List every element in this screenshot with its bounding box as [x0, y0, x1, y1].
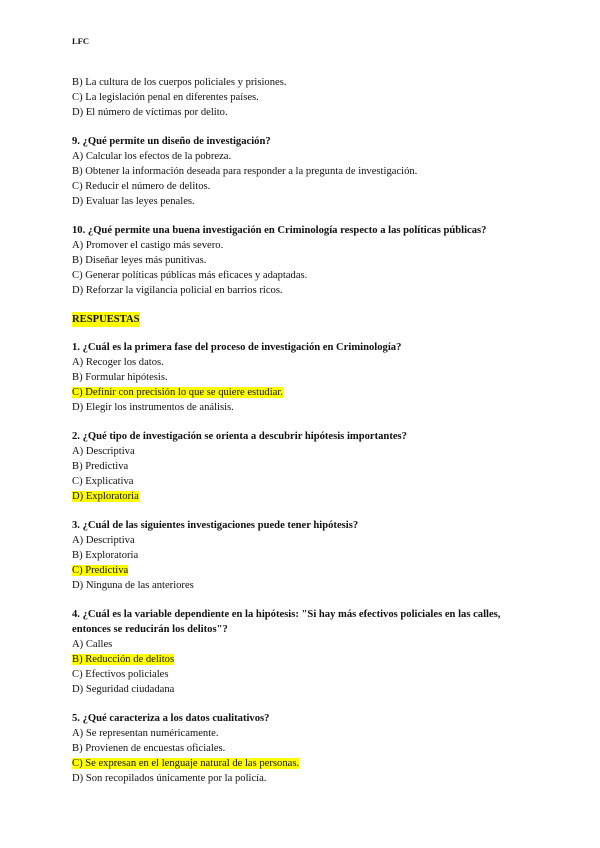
question-title: 1. ¿Cuál es la primera fase del proceso de investigación en Criminología? [72, 342, 402, 353]
correct-option: C) Definir con precisión lo que se quiere estudiar. [72, 387, 283, 398]
option-b: B) La cultura de los cuerpos policiales y prisiones. [72, 77, 287, 88]
option-a: A) Promover el castigo más severo. [72, 240, 224, 251]
answer-5 [72, 711, 542, 786]
option-b: B) Diseñar leyes más punitivas. [72, 255, 207, 266]
correct-option: C) Predictiva [72, 565, 129, 576]
option-c: C) Efectivos policiales [72, 669, 169, 680]
question-8-continued [72, 75, 542, 120]
question-title: 3. ¿Cuál de las siguientes investigaciones puede tener hipótesis? [72, 520, 359, 531]
option-b: B) Exploratoria [72, 550, 139, 561]
question-9 [72, 134, 542, 209]
question-title: 5. ¿Qué caracteriza a los datos cualitativos? [72, 713, 270, 724]
option-a: A) Recoger los datos. [72, 357, 164, 368]
answer-3 [72, 518, 542, 593]
option-d: D) Elegir los instrumentos de análisis. [72, 402, 234, 413]
option-a: A) Calcular los efectos de la pobreza. [72, 151, 232, 162]
question-title: 10. ¿Qué permite una buena investigación en Criminología respecto a las políticas públicas? [72, 225, 487, 236]
option-a: A) Se representan numéricamente. [72, 728, 219, 739]
answer-2 [72, 429, 542, 504]
option-c: C) Explicativa [72, 476, 134, 487]
document-page [72, 34, 542, 800]
option-c: C) Generar políticas públicas más eficaces y adaptadas. [72, 270, 308, 281]
option-d: D) El número de víctimas por delito. [72, 107, 228, 118]
question-title: 9. ¿Qué permite un diseño de investigación? [72, 136, 271, 147]
option-d: D) Reforzar la vigilancia policial en barrios ricos. [72, 285, 283, 296]
correct-option: C) Se expresan en el lenguaje natural de las personas. [72, 758, 300, 769]
answer-1 [72, 340, 542, 415]
option-c: C) Reducir el número de delitos. [72, 181, 211, 192]
option-a: A) Descriptiva [72, 446, 135, 457]
correct-option: B) Reducción de delitos [72, 654, 175, 665]
question-title-line-1: 4. ¿Cuál es la variable dependiente en la hipótesis: "Si hay más efectivos policiales en las calles, [72, 609, 501, 620]
option-d: D) Seguridad ciudadana [72, 684, 175, 695]
question-title-line-2: entonces se reducirán los delitos"? [72, 624, 228, 635]
respuestas-heading: RESPUESTAS [72, 314, 140, 325]
option-b: B) Provienen de encuestas oficiales. [72, 743, 226, 754]
option-d: D) Ninguna de las anteriores [72, 580, 194, 591]
option-a: A) Calles [72, 639, 113, 650]
option-d: D) Son recopilados únicamente por la policía. [72, 773, 267, 784]
option-d: D) Evaluar las leyes penales. [72, 196, 195, 207]
answer-4 [72, 607, 542, 697]
question-10 [72, 223, 542, 298]
question-title: 2. ¿Qué tipo de investigación se orienta a descubrir hipótesis importantes? [72, 431, 407, 442]
option-c: C) La legislación penal en diferentes países. [72, 92, 259, 103]
option-b: B) Obtener la información deseada para responder a la pregunta de investigación. [72, 166, 418, 177]
correct-option: D) Exploratoria [72, 491, 139, 502]
option-a: A) Descriptiva [72, 535, 135, 546]
option-b: B) Predictiva [72, 461, 129, 472]
page-header: LFC [72, 36, 89, 46]
option-b: B) Formular hipótesis. [72, 372, 168, 383]
